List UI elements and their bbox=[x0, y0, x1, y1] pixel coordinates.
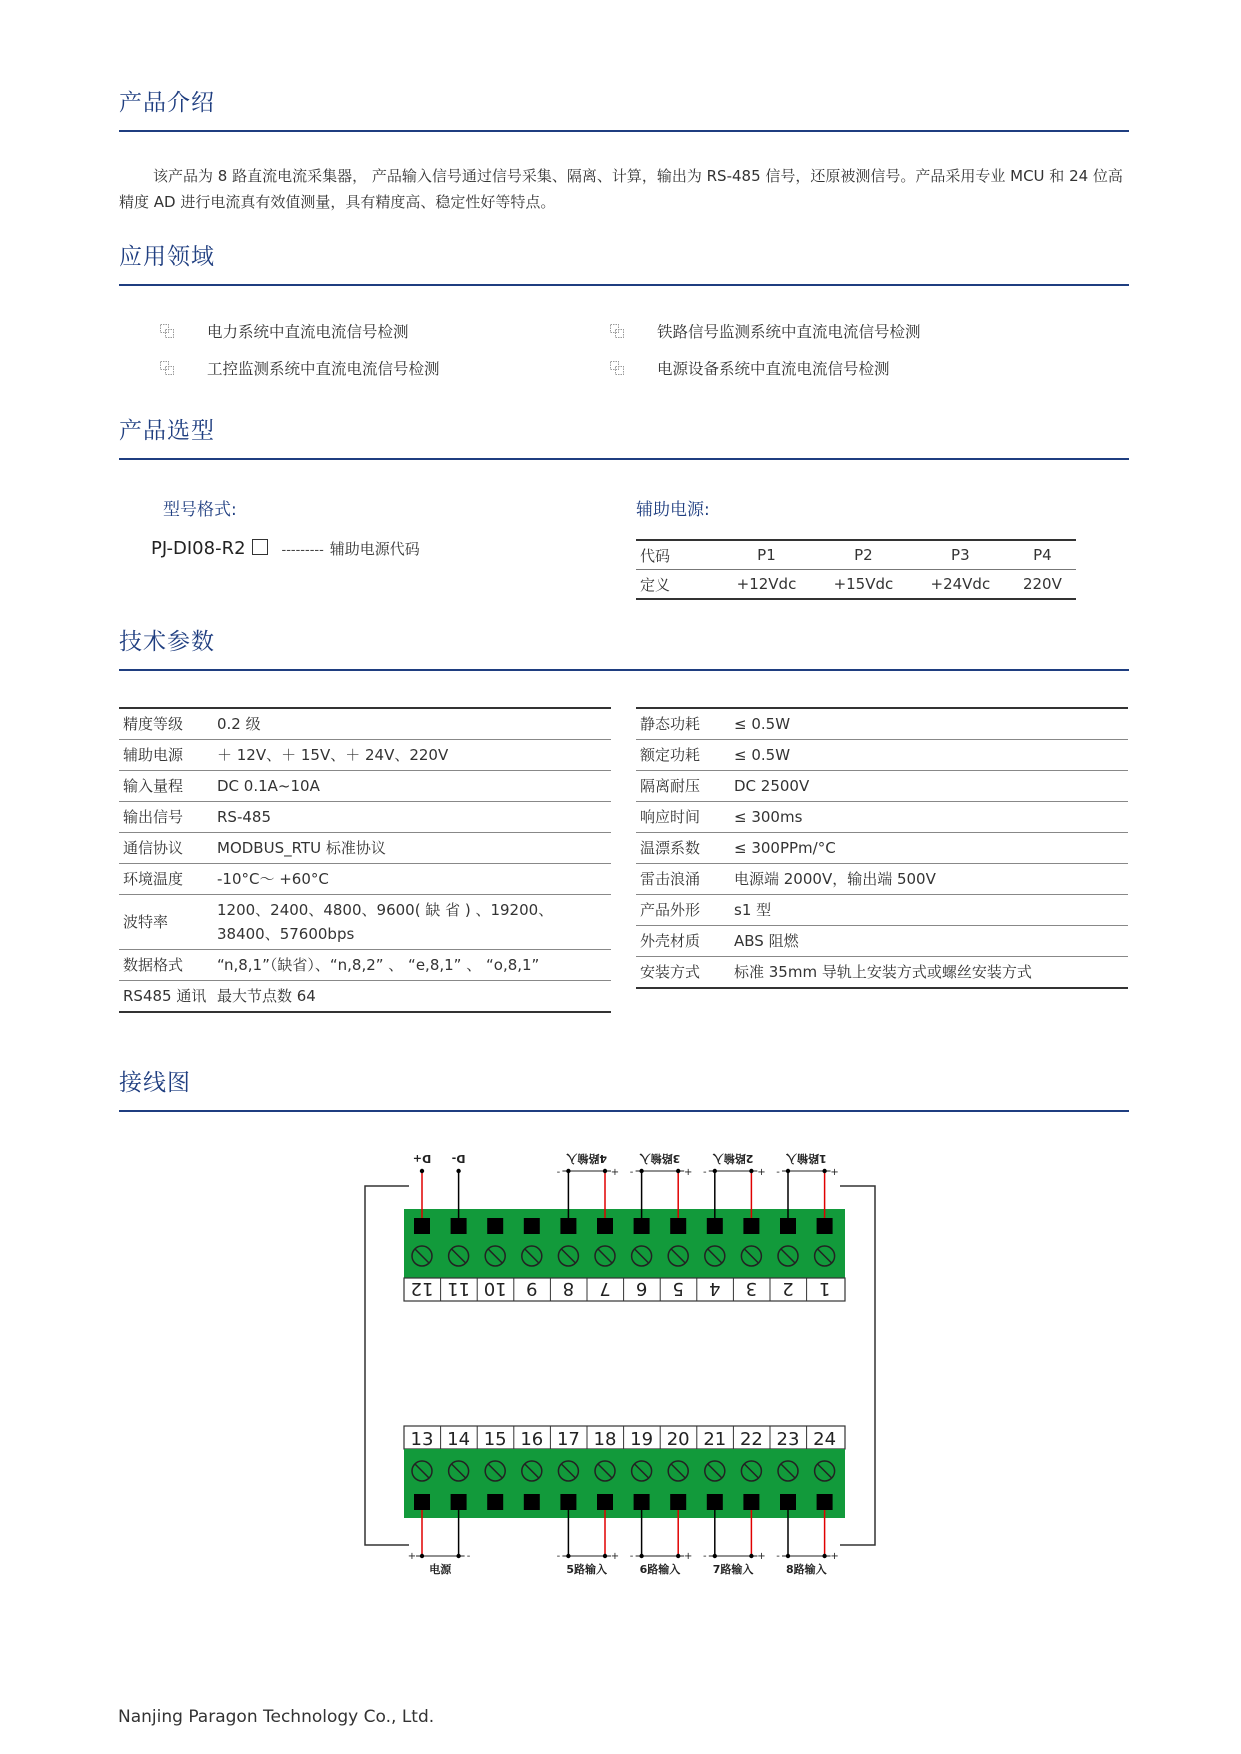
terminal-number-bottom: 14 bbox=[447, 1429, 471, 1450]
spec-key: 输入量程 bbox=[119, 771, 213, 802]
terminal-pin bbox=[487, 1494, 503, 1510]
terminal-pin bbox=[707, 1494, 723, 1510]
spec-key: RS485 通讯 bbox=[119, 981, 213, 1013]
wire-dot bbox=[456, 1169, 460, 1173]
sign: + bbox=[407, 1551, 417, 1562]
terminal-number-top: 10 bbox=[483, 1278, 507, 1299]
terminal-pin bbox=[597, 1494, 613, 1510]
terminal-pin bbox=[707, 1218, 723, 1234]
channel-label: 3路输入 bbox=[639, 1152, 681, 1165]
wire-dot bbox=[603, 1169, 607, 1173]
terminal-number-bottom: 22 bbox=[739, 1429, 763, 1450]
table-cell: P2 bbox=[815, 540, 912, 570]
terminal-number-top: 2 bbox=[782, 1278, 794, 1299]
terminal-number-bottom: 16 bbox=[520, 1429, 544, 1450]
spec-key: 输出信号 bbox=[119, 802, 213, 833]
channel-label: 电源 bbox=[429, 1563, 452, 1576]
wire-dot bbox=[566, 1169, 570, 1173]
spec-key: 温漂系数 bbox=[636, 833, 730, 864]
table-cell: +15Vdc bbox=[815, 570, 912, 600]
aux-power-label: 辅助电源: bbox=[636, 500, 710, 520]
company-footer: Nanjing Paragon Technology Co., Ltd. bbox=[118, 1707, 435, 1727]
spec-value: 标准 35mm 导轨上安装方式或螺丝安装方式 bbox=[730, 957, 1128, 989]
terminal-number-top: 9 bbox=[526, 1278, 538, 1299]
sign: - bbox=[629, 1551, 634, 1562]
spec-value: 0.2 级 bbox=[213, 708, 611, 740]
terminal-pin bbox=[487, 1218, 503, 1234]
terminal-number-bottom: 20 bbox=[666, 1429, 690, 1450]
terminal-pin bbox=[780, 1218, 796, 1234]
spec-value: MODBUS_RTU 标准协议 bbox=[213, 833, 611, 864]
sign: - bbox=[776, 1551, 780, 1562]
terminal-pin bbox=[560, 1494, 576, 1510]
wire-dot bbox=[713, 1554, 717, 1558]
channel-label: 5路输入 bbox=[566, 1563, 608, 1576]
application-item: 铁路信号监测系统中直流电流信号检测 bbox=[657, 323, 921, 341]
wire-dot bbox=[420, 1554, 424, 1558]
channel-label: 8路输入 bbox=[785, 1563, 827, 1576]
section-title-intro: 产品介绍 bbox=[119, 90, 215, 116]
table-cell: +24Vdc bbox=[912, 570, 1009, 600]
terminal-number-bottom: 24 bbox=[813, 1429, 837, 1450]
sign: + bbox=[757, 1551, 766, 1562]
table-cell: 定义 bbox=[636, 570, 718, 600]
terminal-pin bbox=[524, 1218, 540, 1234]
plus-sign: + bbox=[684, 1167, 693, 1178]
terminal-block-bottom bbox=[404, 1449, 845, 1518]
terminal-pin bbox=[560, 1218, 576, 1234]
sign: - bbox=[702, 1551, 707, 1562]
spec-key: 安装方式 bbox=[636, 957, 730, 989]
terminal-number-top: 3 bbox=[745, 1278, 758, 1299]
plus-sign: + bbox=[830, 1167, 839, 1178]
terminal-number-top: 7 bbox=[599, 1278, 611, 1299]
table-cell: P4 bbox=[1009, 540, 1076, 570]
spec-key: 辅助电源 bbox=[119, 740, 213, 771]
terminal-pin bbox=[634, 1218, 650, 1234]
table-cell: P3 bbox=[912, 540, 1009, 570]
terminal-pin bbox=[414, 1218, 430, 1234]
spec-key: 额定功耗 bbox=[636, 740, 730, 771]
minus-sign: - bbox=[629, 1167, 634, 1178]
terminal-pin bbox=[634, 1494, 650, 1510]
sign: + bbox=[830, 1551, 839, 1562]
terminal-number-top: 6 bbox=[635, 1278, 648, 1299]
model-code: PJ-DI08-R2 bbox=[151, 538, 246, 559]
terminal-number-top: 4 bbox=[709, 1278, 721, 1299]
channel-label: 2路输入 bbox=[712, 1152, 754, 1165]
spec-key: 静态功耗 bbox=[636, 708, 730, 740]
spec-value: RS-485 bbox=[213, 802, 611, 833]
channel-label: 6路输入 bbox=[639, 1563, 681, 1576]
terminal-pin bbox=[414, 1494, 430, 1510]
wire-dot bbox=[749, 1169, 753, 1173]
spec-key: 雷击浪涌 bbox=[636, 864, 730, 895]
terminal-label: D+ bbox=[412, 1152, 432, 1165]
terminal-number-top: 8 bbox=[562, 1278, 575, 1299]
terminal-number-bottom: 23 bbox=[776, 1429, 800, 1450]
wire-dot bbox=[420, 1169, 424, 1173]
spec-key: 环境温度 bbox=[119, 864, 213, 895]
sign: + bbox=[610, 1551, 620, 1562]
section-title-specs: 技术参数 bbox=[119, 629, 215, 655]
table-cell: P1 bbox=[718, 540, 815, 570]
enclosure-outline bbox=[840, 1186, 875, 1545]
spec-value: ≤ 300PPm/°C bbox=[730, 833, 1128, 864]
terminal-pin bbox=[670, 1218, 686, 1234]
spec-key: 通信协议 bbox=[119, 833, 213, 864]
terminal-number-bottom: 15 bbox=[483, 1429, 507, 1450]
section-title-wiring: 接线图 bbox=[119, 1070, 191, 1096]
minus-sign: - bbox=[702, 1167, 707, 1178]
dash-leader: --------- bbox=[281, 543, 324, 558]
terminal-pin bbox=[670, 1494, 686, 1510]
terminal-block-top bbox=[404, 1209, 845, 1278]
table-cell: 220V bbox=[1009, 570, 1076, 600]
spec-value: s1 型 bbox=[730, 895, 1128, 926]
section-title-applications: 应用领域 bbox=[119, 244, 215, 270]
wire-dot bbox=[822, 1169, 826, 1173]
terminal-number-bottom: 18 bbox=[593, 1429, 617, 1450]
table-cell: 代码 bbox=[636, 540, 718, 570]
terminal-pin bbox=[451, 1494, 467, 1510]
terminal-label: D- bbox=[451, 1152, 466, 1165]
wire-dot bbox=[676, 1554, 680, 1558]
section-title-selection: 产品选型 bbox=[119, 418, 215, 444]
minus-sign: - bbox=[776, 1167, 780, 1178]
terminal-number-bottom: 13 bbox=[410, 1429, 434, 1450]
terminal-number-bottom: 19 bbox=[630, 1429, 654, 1450]
spec-value: ＋ 12V、＋ 15V、＋ 24V、220V bbox=[213, 740, 611, 771]
spec-value: DC 2500V bbox=[730, 771, 1128, 802]
application-item: 工控监测系统中直流电流信号检测 bbox=[207, 360, 440, 378]
aux-code-label: 辅助电源代码 bbox=[329, 540, 420, 558]
application-item: 电力系统中直流电流信号检测 bbox=[207, 323, 409, 341]
spec-value: ≤ 0.5W bbox=[730, 708, 1128, 740]
sign: + bbox=[684, 1551, 693, 1562]
enclosure-outline bbox=[365, 1186, 409, 1545]
wire-dot bbox=[822, 1554, 826, 1558]
terminal-pin bbox=[451, 1218, 467, 1234]
spec-value: -10°C～ +60°C bbox=[213, 864, 611, 895]
sign: - bbox=[556, 1551, 561, 1562]
terminal-pin bbox=[817, 1218, 833, 1234]
wire-dot bbox=[676, 1169, 680, 1173]
channel-label: 4路输入 bbox=[566, 1152, 608, 1165]
spec-value: ABS 阻燃 bbox=[730, 926, 1128, 957]
terminal-number-bottom: 17 bbox=[556, 1429, 580, 1450]
spec-key: 产品外形 bbox=[636, 895, 730, 926]
application-item: 电源设备系统中直流电流信号检测 bbox=[657, 360, 890, 378]
channel-label: 7路输入 bbox=[712, 1563, 754, 1576]
table-cell: +12Vdc bbox=[718, 570, 815, 600]
spec-key: 隔离耐压 bbox=[636, 771, 730, 802]
terminal-number-top: 1 bbox=[818, 1278, 831, 1299]
terminal-pin bbox=[524, 1494, 540, 1510]
terminal-number-bottom: 21 bbox=[703, 1429, 727, 1450]
wire-dot bbox=[713, 1169, 717, 1173]
spec-key: 精度等级 bbox=[119, 708, 213, 740]
wire-dot bbox=[639, 1169, 643, 1173]
terminal-pin bbox=[597, 1218, 613, 1234]
sign: - bbox=[466, 1551, 471, 1562]
wire-dot bbox=[603, 1554, 607, 1558]
spec-value: ≤ 0.5W bbox=[730, 740, 1128, 771]
spec-value: 1200、2400、4800、9600( 缺 省 ) 、19200、38400、57600bps bbox=[213, 895, 611, 950]
channel-label: 1路输入 bbox=[785, 1152, 827, 1165]
wire-dot bbox=[786, 1554, 790, 1558]
spec-value: 电源端 2000V，输出端 500V bbox=[730, 864, 1128, 895]
terminal-number-top: 11 bbox=[447, 1278, 471, 1299]
terminal-number-top: 12 bbox=[410, 1278, 434, 1299]
wire-dot bbox=[639, 1554, 643, 1558]
terminal-pin bbox=[817, 1494, 833, 1510]
wire-dot bbox=[786, 1169, 790, 1173]
spec-key: 波特率 bbox=[119, 895, 213, 950]
spec-value: ≤ 300ms bbox=[730, 802, 1128, 833]
spec-key: 数据格式 bbox=[119, 950, 213, 981]
spec-key: 响应时间 bbox=[636, 802, 730, 833]
minus-sign: - bbox=[556, 1167, 561, 1178]
wire-dot bbox=[456, 1554, 460, 1558]
spec-value: 最大节点数 64 bbox=[213, 981, 611, 1013]
plus-sign: + bbox=[610, 1167, 620, 1178]
intro-paragraph: 该产品为 8 路直流电流采集器， 产品输入信号通过信号采集、隔离、计算，输出为 RS-485 信号，还原被测信号。产品采用专业 MCU 和 24 位高精度 AD 进行电流真有效值测量，具有精度高、稳定性好等特点。 bbox=[119, 167, 1123, 211]
model-format-label: 型号格式: bbox=[163, 500, 237, 520]
spec-key: 外壳材质 bbox=[636, 926, 730, 957]
wire-dot bbox=[566, 1554, 570, 1558]
terminal-pin bbox=[743, 1494, 759, 1510]
terminal-pin bbox=[743, 1218, 759, 1234]
spec-value: “n,8,1”（缺省）、“n,8,2” 、 “e,8,1” 、 “o,8,1” bbox=[213, 950, 611, 981]
terminal-pin bbox=[780, 1494, 796, 1510]
terminal-number-top: 5 bbox=[672, 1278, 684, 1299]
spec-value: DC 0.1A~10A bbox=[213, 771, 611, 802]
wire-dot bbox=[749, 1554, 753, 1558]
plus-sign: + bbox=[757, 1167, 766, 1178]
